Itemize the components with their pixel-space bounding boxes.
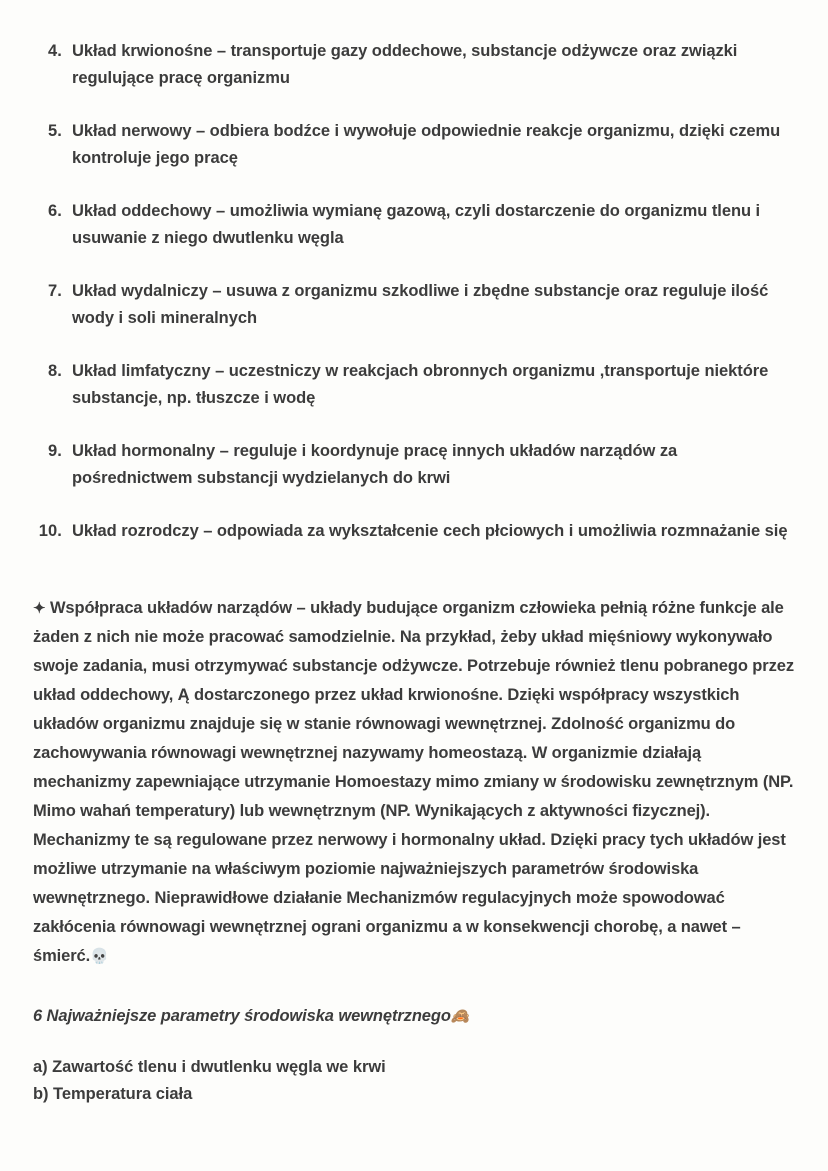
list-item [0, 358, 828, 412]
list-item-marker: 5. [48, 122, 62, 140]
list-item [33, 1081, 773, 1108]
star-bullet-icon: ✦ [33, 600, 46, 617]
section-heading [33, 1004, 773, 1028]
cooperation-paragraph [33, 594, 798, 971]
skull-emoji: 💀 [90, 947, 109, 965]
list-item [0, 198, 828, 252]
list-item-marker: 10. [38, 522, 62, 540]
list-item-text: Układ krwionośne – transportuje gazy oddechowe, substancje odżywcze oraz związki regulujące pracę organizmu [72, 42, 738, 87]
list-item-text: Zawartość tlenu i dwutlenku węgla we krwi [52, 1058, 386, 1076]
cooperation-paragraph-block [33, 594, 798, 971]
organ-systems-numbered-list [0, 38, 828, 571]
list-item [0, 278, 828, 332]
list-item-marker: 8. [48, 362, 62, 380]
list-item [0, 438, 828, 492]
list-item-text: Układ nerwowy – odbiera bodźce i wywołuje odpowiednie reakcje organizmu, dzięki czemu kontroluje jego pracę [72, 122, 781, 167]
list-item-text: Układ rozrodczy – odpowiada za wykształcenie cech płciowych i umożliwia rozmnażanie się [72, 522, 788, 540]
list-item-text: Układ hormonalny – reguluje i koordynuje pracę innych układów narządów za pośrednictwem substancji wydzielanych do krwi [72, 442, 678, 487]
internal-parameters-list [33, 1054, 773, 1108]
list-item-text: Temperatura ciała [53, 1085, 193, 1103]
list-item-marker: 6. [48, 202, 62, 220]
list-item-text: Układ oddechowy – umożliwia wymianę gazową, czyli dostarczenie do organizmu tlenu i usuwanie z niego dwutlenku węgla [72, 202, 761, 247]
list-item [0, 118, 828, 172]
list-item [33, 1054, 773, 1081]
list-item-marker: 9. [48, 442, 62, 460]
list-item-marker: b) [33, 1085, 49, 1103]
list-item [0, 38, 828, 92]
list-item-marker: 4. [48, 42, 62, 60]
list-item-text: Układ wydalniczy – usuwa z organizmu szkodliwe i zbędne substancje oraz reguluje ilość wody i soli mineralnych [72, 282, 769, 327]
list-item-marker: a) [33, 1058, 48, 1076]
list-item-text: Układ limfatyczny – uczestniczy w reakcjach obronnych organizmu ,transportuje niektóre substancje, np. tłuszcze i wodę [72, 362, 769, 407]
list-item [0, 518, 828, 545]
cooperation-paragraph-text: Współpraca układów narządów – układy budujące organizm człowieka pełnią różne funkcje ale żaden z nich nie może pracować samodzielnie. Na przykład, żeby układ mięśniowy wykonywało swoje zadania, musi otrzymywać substancje odżywcze. Potrzebuje również tlenu pobranego przez układ oddechowy, Ą dostarczonego przez układ krwionośne. Dzięki współpracy wszystkich układów organizmu znajduje się w stanie równowagi wewnętrznej. Zdolność organizmu do zachowywania równowagi wewnętrznej nazywamy homeostazą. W organizmie działają mechanizmy zapewniające utrzymanie Homoestazy mimo zmiany w środowisku zewnętrznym (NP. Mimo wahań temperatury) lub wewnętrznym (NP. Wynikających z aktywności fizycznej). Mechanizmy te są regulowane przez nerwowy i hormonalny układ. Dzięki pracy tych układów jest możliwe utrzymanie na właściwym poziomie najważniejszych parametrów środowiska wewnętrznego. Nieprawidłowe działanie Mechanizmów regulacyjnych może spowodować zakłócenia równowagi wewnętrznej ograni organizmu a w konsekwencji chorobę, a nawet – śmierć. [33, 599, 794, 965]
list-item-marker: 7. [48, 282, 62, 300]
see-no-evil-monkey-emoji: 🙈 [450, 1007, 470, 1025]
section-heading-text: 6 Najważniejsze parametry środowiska wewnętrznego [33, 1007, 451, 1025]
